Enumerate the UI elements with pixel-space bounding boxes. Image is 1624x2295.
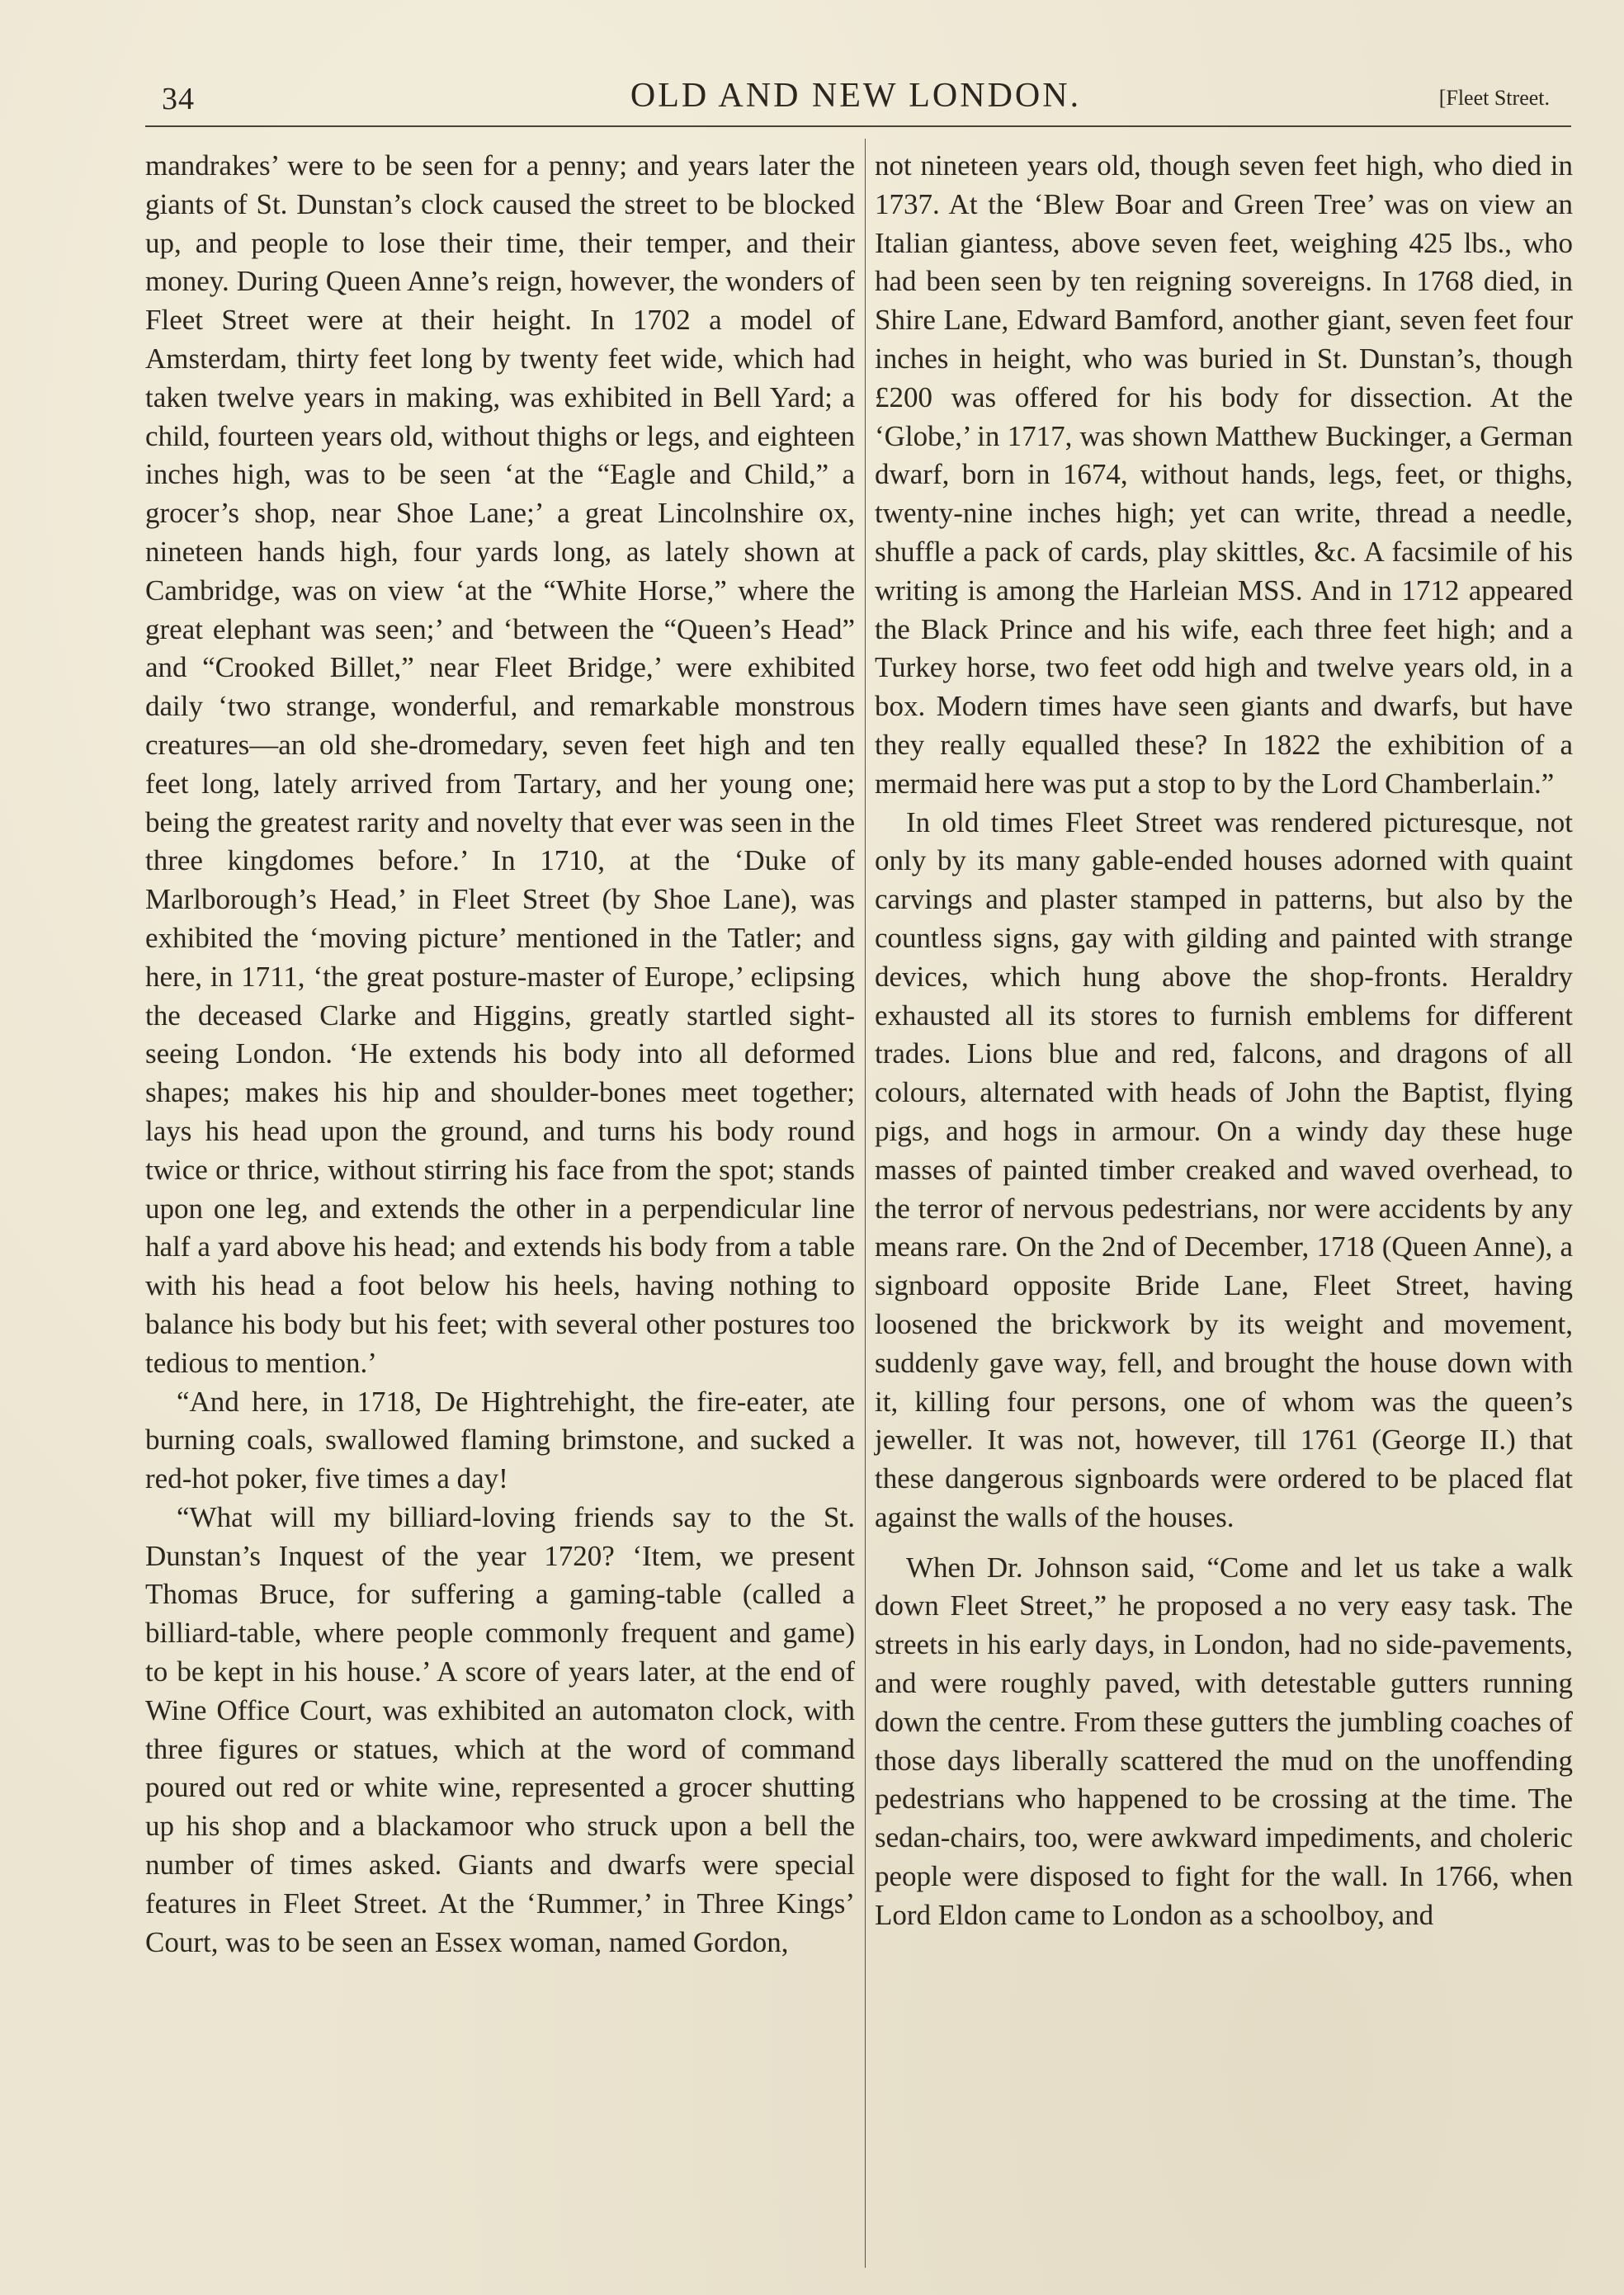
paragraph: In old times Fleet Street was rendered picturesque, not only by its many gable-ended houses adorned with quaint carvings and plaster stamped in patterns, but also by the countless signs, gay with gilding and painted with strange devices, which hung above the shop-fronts. Heraldry exhausted all its stores to furnish emblems for different trades. Lions blue and red, falcons, and dragons of all colours, alternated with heads of John the Baptist, flying pigs, and hogs in armour. On a windy day these huge masses of painted timber creaked and waved overhead, to the terror of nervous pedestrians, nor were accidents by any means rare. On the 2nd of December, 1718 (Queen Anne), a signboard opposite Bride Lane, Fleet Street, having loosened the brickwork by its weight and movement, suddenly gave way, fell, and brought the house down with it, killing four persons, one of whom was the queen’s jeweller. It was not, however, till 1761 (George II.) that these dangerous signboards were ordered to be placed flat against the walls of the houses. [875,805,1573,1533]
column-divider [865,139,866,2268]
paragraph: “And here, in 1718, De Hightrehight, the fire-eater, ate burning coals, swallowed flaming brimstone, and sucked a red-hot poker, five times a day! [145,1385,855,1495]
paragraph: When Dr. Johnson said, “Come and let us take a walk down Fleet Street,” he proposed a no very easy task. The streets in his early days, in London, had no side-pavements, and were roughly paved, with detestable gutters running down the centre. From these gutters the jumbling coaches of those days liberally scattered the mud on the unoffending pedestrians who happened to be crossing at the time. The sedan-chairs, too, were awkward impediments, and choleric people were disposed to fight for the wall. In 1766, when Lord Eldon came to London as a schoolboy, and [875,1551,1573,1931]
running-title: OLD AND NEW LONDON. [630,77,1082,115]
page-number: 34 [162,82,195,116]
paragraph: mandrakes’ were to be seen for a penny; and years later the giants of St. Dunstan’s clock caused the street to be blocked up, and people to lose their time, their temper, and their money. During Queen Anne’s reign, however, the wonders of Fleet Street were at their height. In 1702 a model of Amsterdam, thirty feet long by twenty feet wide, which had taken twelve years in making, was exhibited in Bell Yard; a child, fourteen years old, without thighs or legs, and eighteen inches high, was to be seen ‘at the “Eagle and Child,” a grocer’s shop, near Shoe Lane;’ a great Lincolnshire ox, nineteen hands high, four yards long, as lately shown at Cambridge, was on view ‘at the “White Horse,” where the great elephant was seen;’ and ‘between the “Queen’s Head” and “Crooked Billet,” near Fleet Bridge,’ were exhibited daily ‘two strange, wonderful, and remarkable monstrous creatures—an old she-dromedary, seven feet high and ten feet long, lately arrived from Tartary, and her young one; being the greatest rarity and novelty that ever was seen in the three kingdomes before.’ In 1710, at the ‘Duke of Marlborough’s Head,’ in Fleet Street (by Shoe Lane), was exhibited the ‘moving picture’ mentioned in the Tatler; and here, in 1711, ‘the great posture-master of Europe,’ eclipsing the deceased Clarke and Higgins, greatly startled sight-seeing London. ‘He extends his body into all deformed shapes; makes his hip and shoulder-bones meet together; lays his head upon the ground, and turns his body round twice or thrice, without stirring his face from the spot; stands upon one leg, and extends the other in a perpendicular line half a yard above his head; and extends his body from a table with his head a foot below his heels, having nothing to balance his body but his feet; with several other postures too tedious to mention.’ [145,149,855,1379]
running-section: [Fleet Street. [1438,86,1550,110]
right-column [875,147,1573,1935]
paragraph: “What will my billiard-loving friends say to the St. Dunstan’s Inquest of the year 1720? ‘Item, we present Thomas Bruce, for suffering a gaming-table (called a billiard-table, where people commonly frequent and game) to be kept in his house.’ A score of years later, at the end of Wine Office Court, was exhibited an automaton clock, with three figures or statues, which at the word of command poured out red or white wine, represented a grocer shutting up his shop and a blackamoor who struck upon a bell the number of times asked. Giants and dwarfs were special features in Fleet Street. At the ‘Rummer,’ in Three Kings’ Court, was to be seen an Essex woman, named Gordon, [145,1500,855,1958]
paragraph: not nineteen years old, though seven feet high, who died in 1737. At the ‘Blew Boar and Green Tree’ was on view an Italian giantess, above seven feet, weighing 425 lbs., who had been seen by ten reigning sovereigns. In 1768 died, in Shire Lane, Edward Bamford, another giant, seven feet four inches in height, who was buried in St. Dunstan’s, though £200 was offered for his body for dissection. At the ‘Globe,’ in 1717, was shown Matthew Buckinger, a German dwarf, born in 1674, without hands, legs, feet, or thighs, twenty-nine inches high; yet can write, thread a needle, shuffle a pack of cards, play skittles, &c. A facsimile of his writing is among the Harleian MSS. And in 1712 appeared the Black Prince and his wife, each three feet high; and a Turkey horse, two feet odd high and twelve years old, in a box. Modern times have seen giants and dwarfs, but have they really equalled these? In 1822 the exhibition of a mermaid here was put a stop to by the Lord Chamberlain.” [875,149,1573,800]
running-header [162,76,1550,122]
left-column [145,147,855,1962]
header-rule [145,125,1571,127]
